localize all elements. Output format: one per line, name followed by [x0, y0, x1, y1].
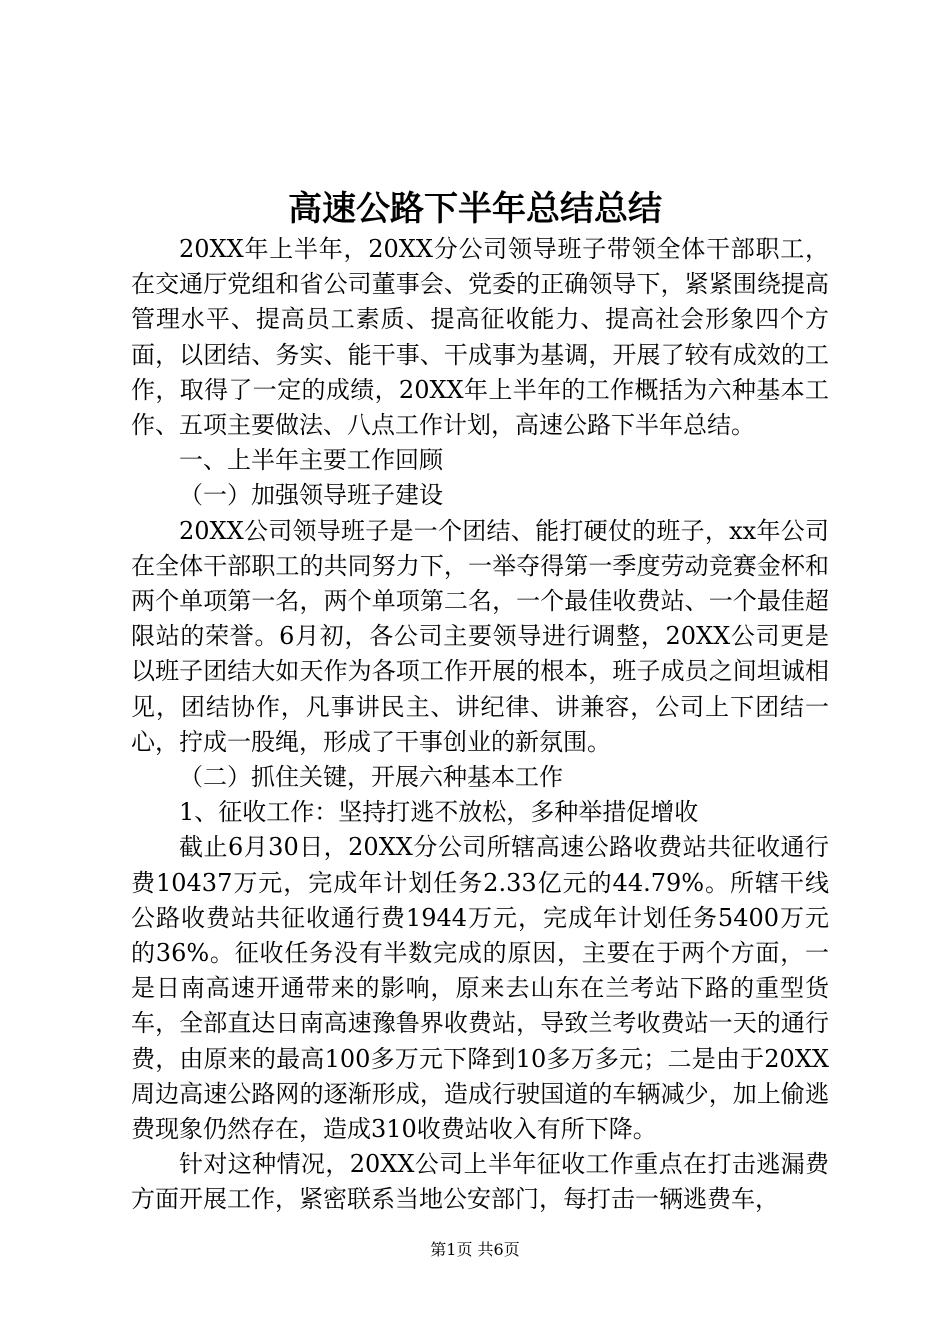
subsection-heading-2: （二）抓住关键，开展六种基本工作: [179, 763, 563, 792]
section-heading-1: 一、上半年主要工作回顾: [179, 446, 443, 475]
page-footer: 第1页 共6页: [430, 1240, 520, 1259]
subsection-heading-1: （一）加强领导班子建设: [179, 481, 443, 510]
paragraph-leadership: 20XX公司领导班子是一个团结、能打硬仗的班子，xx年公司在全体干部职工的共同努力下，一举夺得第一季度劳动竞赛金杯和两个单项第一名，两个单项第二名，一个最佳收费站、一个最佳超限站的荣誉。6月初，各公司主要领导进行调整，20XX公司更是以班子团结大如天作为各项工作开展的根本，班子成员之间坦诚相见，团结协作，凡事讲民主、讲纪律、讲兼容，公司上下团结一心，拧成一股绳，形成了干事创业的新氛围。: [131, 516, 829, 756]
paragraph-intro: 20XX年上半年，20XX分公司领导班子带领全体干部职工，在交通厅党组和省公司董事会、党委的正确领导下，紧紧围绕提高管理水平、提高员工素质、提高征收能力、提高社会形象四个方面，以团结、务实、能干事、干成事为基调，开展了较有成效的工作，取得了一定的成绩，20XX年上半年的工作概括为六种基本工作、五项主要做法、八点工作计划，高速公路下半年总结。: [131, 235, 829, 440]
document-title: 高速公路下半年总结总结: [288, 189, 662, 229]
paragraph-measures: 针对这种情况，20XX公司上半年征收工作重点在打击逃漏费方面开展工作，紧密联系当地公安部门，每打击一辆逃费车，: [131, 1150, 829, 1214]
document-body: [131, 232, 829, 1218]
paragraph-collection: 截止6月30日，20XX分公司所辖高速公路收费站共征收通行费10437万元，完成年计划任务2.33亿元的44.79%。所辖干线公路收费站共征收通行费1944万元，完成年计划任务5400万元的36%。征收任务没有半数完成的原因，主要在于两个方面，一是日南高速开通带来的影响，原来去山东在兰考站下路的重型货车，全部直达日南高速豫鲁界收费站，导致兰考收费站一天的通行费，由原来的最高100多万元下降到10多万多元；二是由于20XX周边高速公路网的逐渐形成，造成行驶国道的车辆减少，加上偷逃费现象仍然存在，造成310收费站收入有所下降。: [131, 833, 829, 1144]
item-heading-1: 1、征收工作：坚持打逃不放松，多种举措促增收: [179, 798, 699, 827]
